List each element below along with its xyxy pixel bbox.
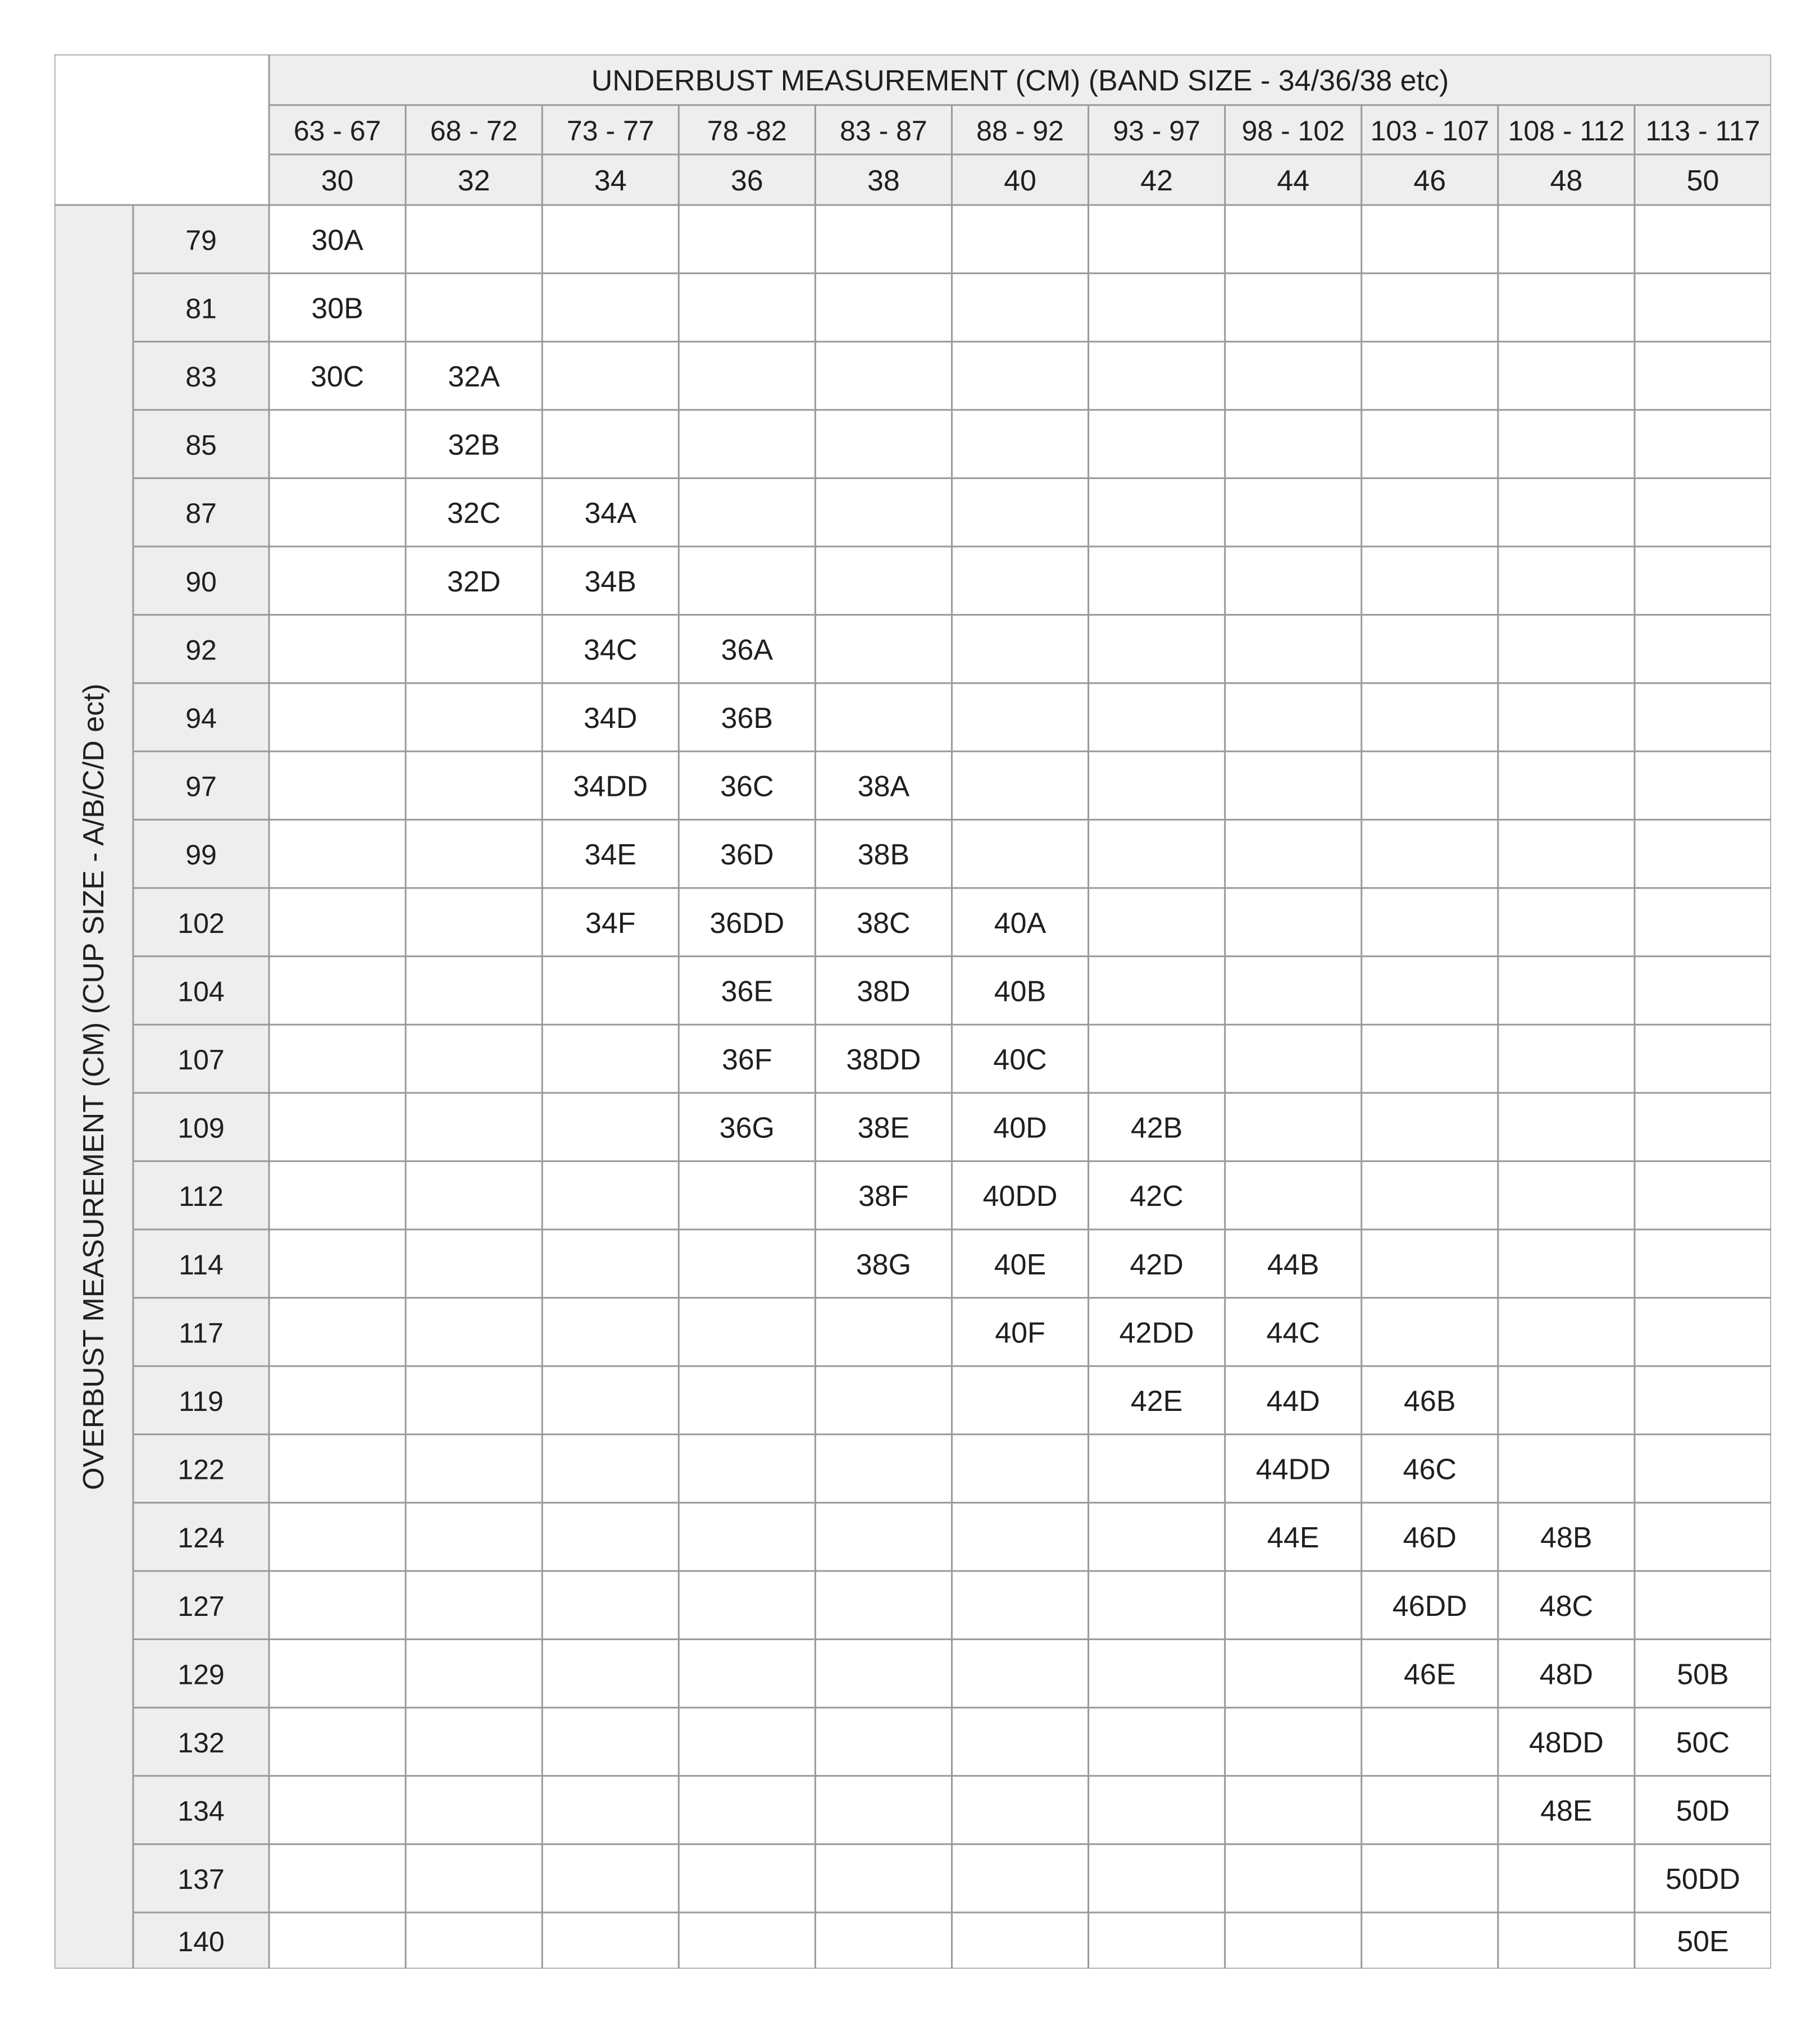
size-cell: 48E — [1540, 1795, 1593, 1828]
size-cell: 32B — [448, 429, 500, 462]
overbust-value: 122 — [178, 1454, 225, 1486]
size-cell: 46DD — [1392, 1590, 1467, 1623]
size-cell: 44DD — [1255, 1453, 1331, 1486]
size-cell: 40A — [994, 907, 1046, 940]
size-cell: 44E — [1267, 1522, 1320, 1555]
size-cell: 46D — [1403, 1522, 1457, 1555]
size-cell: 42C — [1130, 1180, 1184, 1213]
size-cell: 36B — [721, 702, 774, 735]
overbust-value: 112 — [179, 1181, 224, 1213]
overbust-value: 114 — [179, 1249, 224, 1281]
size-cell: 48C — [1539, 1590, 1594, 1623]
size-cell: 42D — [1130, 1248, 1184, 1281]
size-cell: 38A — [857, 770, 910, 803]
underbust-range: 73 - 77 — [566, 115, 654, 147]
underbust-range: 68 - 72 — [430, 115, 518, 147]
size-cell: 30A — [311, 224, 363, 257]
size-cell: 42B — [1130, 1112, 1183, 1145]
size-cell: 42DD — [1119, 1317, 1194, 1350]
overbust-title: OVERBUST MEASUREMENT (CM) (CUP SIZE - A/B/C/D ect) — [78, 684, 110, 1490]
size-cell: 36A — [721, 634, 774, 667]
size-cell: 46E — [1404, 1658, 1456, 1691]
size-cell: 32A — [448, 361, 500, 393]
grid-lines — [54, 54, 1771, 1969]
overbust-value: 129 — [178, 1659, 225, 1691]
overbust-value: 87 — [185, 498, 217, 530]
underbust-range: 78 -82 — [707, 115, 787, 147]
underbust-title: UNDERBUST MEASUREMENT (CM) (BAND SIZE - 34/36/38 etc) — [591, 65, 1449, 97]
overbust-value: 124 — [178, 1522, 225, 1554]
size-cell: 50DD — [1665, 1863, 1740, 1896]
overbust-value: 109 — [178, 1112, 225, 1144]
band-size: 38 — [867, 165, 900, 197]
size-cell: 50E — [1677, 1925, 1729, 1958]
size-cell: 40D — [993, 1112, 1047, 1145]
size-cell: 32C — [447, 497, 501, 530]
band-size: 44 — [1277, 165, 1310, 197]
underbust-range: 63 - 67 — [293, 115, 381, 147]
size-cell: 48D — [1539, 1658, 1594, 1691]
size-cell: 40F — [995, 1317, 1045, 1350]
size-cell: 30C — [310, 361, 365, 393]
size-cell: 36E — [721, 975, 774, 1008]
overbust-value: 79 — [185, 224, 217, 256]
overbust-value: 107 — [178, 1044, 225, 1076]
underbust-range: 113 - 117 — [1645, 115, 1760, 147]
size-cell: 44D — [1266, 1385, 1320, 1418]
size-cell: 36D — [720, 839, 774, 872]
size-cell: 40DD — [982, 1180, 1058, 1213]
size-cell: 40C — [993, 1044, 1047, 1076]
size-cell: 34B — [584, 565, 636, 598]
underbust-range: 108 - 112 — [1508, 115, 1625, 147]
overbust-value: 99 — [185, 839, 217, 871]
size-cell: 36F — [722, 1044, 772, 1076]
overbust-value: 85 — [185, 429, 217, 461]
size-cell: 38B — [857, 839, 910, 872]
size-cell: 38G — [856, 1248, 912, 1281]
underbust-range: 93 - 97 — [1113, 115, 1200, 147]
bra-size-chart — [54, 54, 1771, 1969]
overbust-value: 102 — [178, 907, 225, 939]
size-cell: 34A — [584, 497, 636, 530]
underbust-range: 103 - 107 — [1370, 115, 1489, 147]
size-cell: 50C — [1676, 1727, 1730, 1759]
size-cell: 38C — [857, 907, 911, 940]
size-cell: 50D — [1676, 1795, 1730, 1828]
size-cell: 36G — [719, 1112, 775, 1145]
band-size: 36 — [730, 165, 763, 197]
overbust-value: 83 — [185, 361, 217, 393]
overbust-value: 134 — [178, 1795, 225, 1827]
overbust-value: 92 — [185, 634, 217, 666]
size-cell: 36DD — [709, 907, 785, 940]
underbust-range: 98 - 102 — [1241, 115, 1345, 147]
band-size: 30 — [321, 165, 354, 197]
band-size: 48 — [1550, 165, 1583, 197]
overbust-value: 94 — [185, 703, 217, 734]
size-cell: 44C — [1266, 1317, 1320, 1350]
overbust-value: 132 — [178, 1727, 225, 1759]
band-size: 50 — [1686, 165, 1719, 197]
band-size: 32 — [457, 165, 490, 197]
size-cell: 40E — [994, 1248, 1046, 1281]
size-cell: 34F — [585, 907, 636, 940]
size-cell: 38E — [857, 1112, 910, 1145]
size-cell: 48B — [1540, 1522, 1593, 1555]
size-cell: 36C — [720, 770, 774, 803]
size-cell: 50B — [1677, 1658, 1729, 1691]
size-cell: 46B — [1404, 1385, 1456, 1418]
size-cell: 30B — [311, 292, 363, 325]
size-cell: 40B — [994, 975, 1046, 1008]
size-cell: 34C — [584, 634, 638, 667]
size-cell: 34E — [584, 839, 636, 872]
overbust-value: 119 — [179, 1386, 224, 1417]
size-cell: 32D — [447, 565, 501, 598]
overbust-value: 127 — [178, 1590, 225, 1622]
overbust-value: 104 — [178, 976, 225, 1008]
overbust-value: 81 — [185, 293, 217, 325]
size-cell: 42E — [1130, 1385, 1183, 1418]
size-cell: 34D — [584, 702, 638, 735]
overbust-value: 140 — [178, 1926, 225, 1957]
size-cell: 46C — [1403, 1453, 1457, 1486]
size-cell: 38D — [857, 975, 911, 1008]
size-cell: 48DD — [1528, 1727, 1604, 1759]
size-cell: 44B — [1267, 1248, 1320, 1281]
overbust-value: 90 — [185, 566, 217, 598]
overbust-value: 117 — [179, 1317, 224, 1349]
underbust-range: 83 - 87 — [840, 115, 927, 147]
underbust-range: 88 - 92 — [976, 115, 1064, 147]
size-table — [54, 54, 1771, 1969]
overbust-value: 97 — [185, 771, 217, 803]
size-cell: 38F — [858, 1180, 909, 1213]
table-text — [78, 65, 1760, 1958]
size-cell: 38DD — [846, 1044, 921, 1076]
overbust-value: 137 — [178, 1864, 225, 1896]
size-cell: 34DD — [573, 770, 648, 803]
band-size: 46 — [1413, 165, 1446, 197]
band-size: 40 — [1004, 165, 1036, 197]
band-size: 42 — [1140, 165, 1173, 197]
band-size: 34 — [594, 165, 627, 197]
